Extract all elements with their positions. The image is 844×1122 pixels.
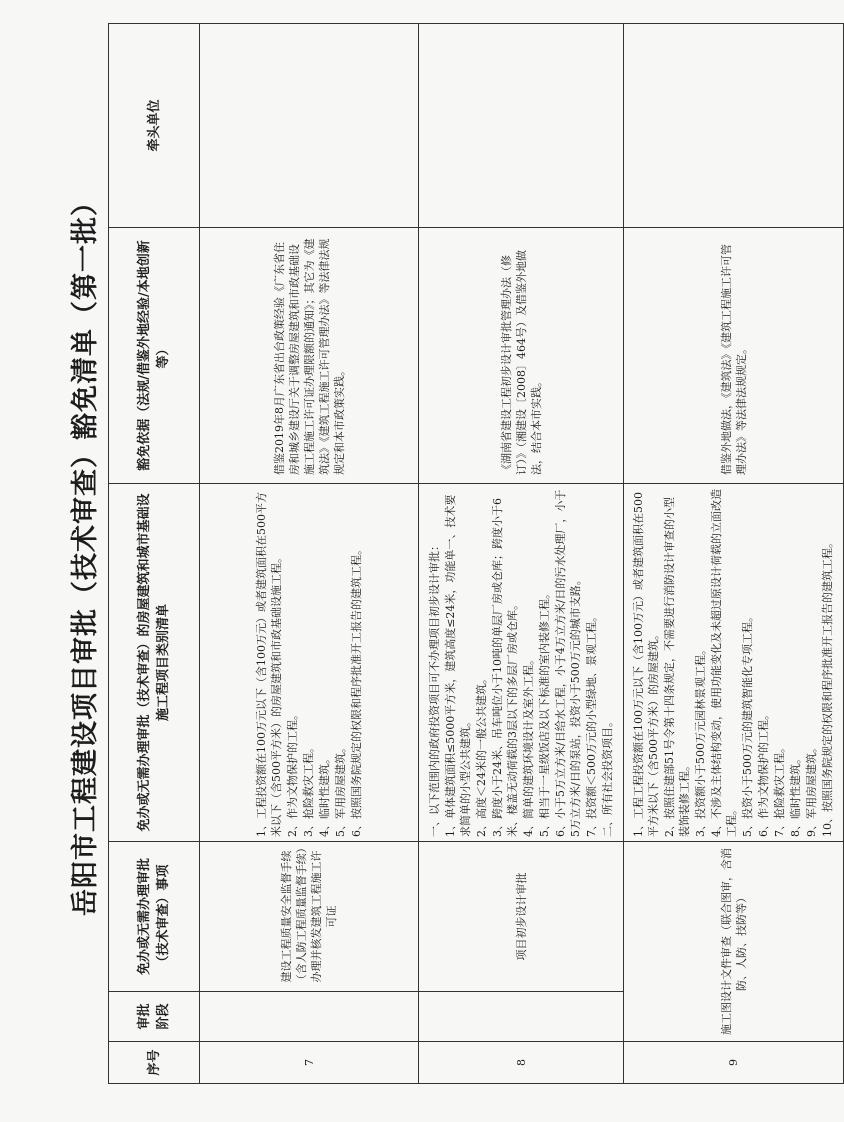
- scope-line: 2、按照住建部51号令第十四条规定，不需要进行消防设计审查的小型装饰装修工程。: [663, 497, 691, 837]
- row-unit: [624, 24, 844, 228]
- row-basis: 借鉴外地做法，《建筑法》《建筑工程施工许可管理办法》等法律法规规定。: [624, 228, 844, 484]
- header-unit: 牵头单位: [109, 24, 200, 228]
- scope-line: 9、军用房屋建筑。: [805, 742, 818, 837]
- row-no: 9: [624, 1042, 844, 1084]
- scope-line: 4、简单的建筑环境设计及室外工程。: [521, 654, 535, 837]
- scope-line: 7、投资额＜500万元的小型绿地、景观工程。: [584, 611, 598, 837]
- scope-line: 1、工程工程投资额在100万元以下（含100万元）或者建筑面积在500平方米以下（含500平方米）的房屋建筑。: [632, 492, 660, 837]
- header-no: 序号: [109, 1042, 200, 1084]
- header-scope: 免办或无需办理审批（技术审查）的房屋建筑和城市基础设施工程项目类别清单: [109, 484, 200, 842]
- row-item: 项目初步设计审批: [419, 842, 624, 992]
- scope-line: 6、小于5万立方米/日给水工程，小于4万立方米/日的污水处理厂，小于5万立方米/日的泵站，投资小于500万元的城市支路。: [553, 489, 582, 837]
- scope-line: 8、临时性建筑。: [789, 753, 802, 837]
- header-stage: 审批阶段: [109, 992, 200, 1042]
- scope-line: 4、不涉及主体结构变动，使用功能变化及未超过原设计荷载的立面改造工程。: [710, 489, 738, 837]
- table-row: [624, 24, 844, 1084]
- scope-line: 7、抢险救灾工程。: [773, 742, 786, 837]
- row-scope: [624, 484, 844, 842]
- row-unit: [419, 24, 624, 228]
- exemption-table: [108, 23, 844, 1084]
- scope-line: 1、单体建筑面积≤5000平方米，建筑高度≤24米，功能单一、技术要求简单的小型公共建筑。: [443, 494, 472, 837]
- scope-line: 3、抢险救灾工程。: [301, 742, 315, 837]
- scope-line: 二、所有社会投资项目。: [600, 716, 614, 837]
- scope-line: 6、按照国务院规定的权限和程序批准开工报告的建筑工程。: [349, 544, 363, 837]
- header-item: 免办或无需办理审批（技术审查）事项: [109, 842, 200, 992]
- table-row: [200, 24, 419, 1084]
- scope-line: 一、以下范围内的政府投资项目可不办理项目初步设计审批：: [427, 540, 441, 837]
- row-no: 7: [200, 1042, 419, 1084]
- row-scope: [200, 484, 419, 842]
- scope-line: 5、投资小于500万元的建筑智能化专项工程。: [741, 611, 754, 837]
- row-basis: 借鉴2019年8月广东省出台政策经验《广东省住房和城乡建设厅关于调整房屋建筑和市政基础设施工程施工许可证办理限额的通知》；其它为《建筑法》《建筑工程施工许可管理办法》等法律法规规定和本市政策实践。: [200, 228, 419, 484]
- row-item: 建设工程质量安全监督手续（含人防工程质量监督手续）办理并核发建筑工程施工许可证: [200, 842, 419, 992]
- scope-line: 2、高度＜24米的一般公共建筑。: [474, 673, 488, 837]
- row-no: 8: [419, 1042, 624, 1084]
- scope-line: 4、临时性建筑。: [317, 753, 331, 837]
- scope-line: 2、作为文物保护的工程。: [285, 709, 299, 837]
- row-stage: 施工图设计文件审查（联合图审，含消防、人防、技防等）: [624, 842, 844, 1042]
- document-title: 岳阳市工程建设项目审批（技术审查）豁免清单（第一批）: [70, 188, 101, 916]
- scope-line: 6、作为文物保护的工程。: [757, 709, 770, 837]
- header-basis: 豁免依据（法规/借鉴外地经验/本地创新等）: [109, 228, 200, 484]
- scope-line: 3、投资额小于500万元园林景观工程。: [694, 644, 707, 837]
- row-basis: 《湖南省建设工程初步设计审批管理办法（修订）》（湘建设〔2008〕464号）及借鉴外地做法，结合本市实践。: [419, 228, 624, 484]
- row-scope: [419, 484, 624, 842]
- table-header-row: [109, 24, 200, 1084]
- table-row: [419, 24, 624, 1084]
- row-unit: [200, 24, 419, 228]
- scope-line: 5、相当于一星级饭店及以下标准的室内装修工程。: [537, 588, 551, 837]
- scope-line: 5、军用房屋建筑。: [333, 742, 347, 837]
- scope-line: 1、工程投资额在100万元以下（含100万元）或者建筑面积在500平方米以下（含500平方米）的房屋建筑和市政基础设施工程。: [254, 492, 283, 837]
- row-stage: [419, 992, 624, 1042]
- scope-line: 3、跨度小于24米、吊车吨位小于10吨的单层厂房或仓库；跨度小于6米、楼盖无动荷载的3层以下的多层厂房或仓库。: [490, 498, 519, 837]
- scope-line: 10、按照国务院规定的权限和程序批准开工报告的建筑工程。: [821, 537, 834, 837]
- row-stage: [200, 992, 419, 1042]
